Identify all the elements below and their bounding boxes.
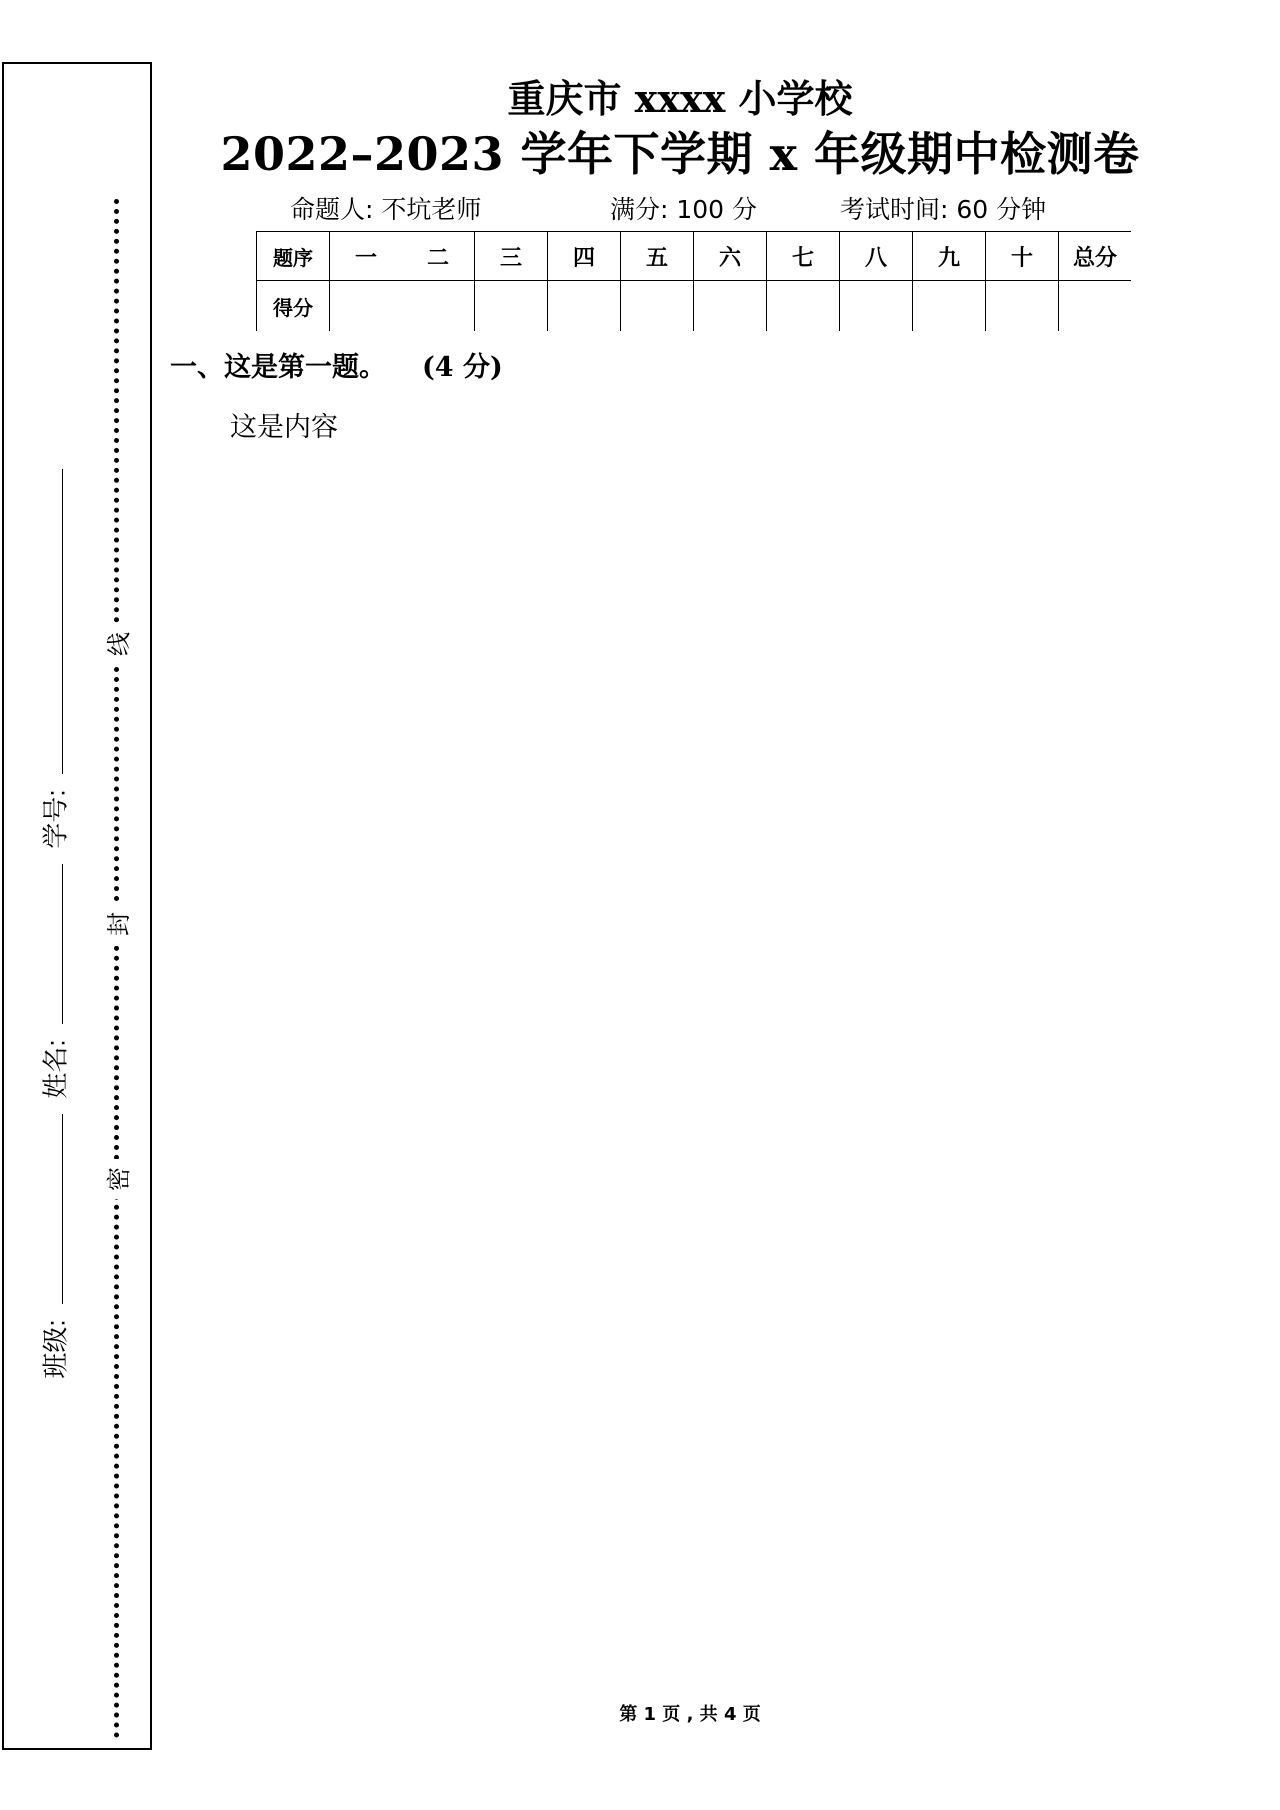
col-5: 五 xyxy=(621,232,694,281)
exam-title: 2022–2023 学年下学期 x 年级期中检测卷 xyxy=(220,127,1140,181)
score-cell[interactable] xyxy=(694,281,767,332)
total-score-cell[interactable] xyxy=(1059,281,1132,332)
name-blank[interactable] xyxy=(62,864,63,1024)
full-score: 满分: 100 分 xyxy=(610,195,758,224)
col-3: 三 xyxy=(475,232,548,281)
score-table xyxy=(256,231,1131,331)
question-1-content: 这是内容 xyxy=(230,412,338,443)
col-total: 总分 xyxy=(1059,232,1132,281)
score-cell[interactable] xyxy=(475,281,548,332)
binding-strip xyxy=(2,62,152,1750)
col-8: 八 xyxy=(840,232,913,281)
score-cell[interactable] xyxy=(767,281,840,332)
col-4: 四 xyxy=(548,232,621,281)
col-9: 九 xyxy=(913,232,986,281)
exam-author: 命题人: 不坑老师 xyxy=(290,195,482,224)
col-2: 二 xyxy=(402,232,475,281)
seal-char-line: 线 xyxy=(99,624,139,664)
score-table-score-row xyxy=(257,281,1132,332)
question-1 xyxy=(170,345,503,384)
row-label-order: 题序 xyxy=(257,232,330,281)
score-cell[interactable] xyxy=(840,281,913,332)
score-cell[interactable] xyxy=(402,281,475,332)
col-1: 一 xyxy=(330,232,403,281)
score-cell[interactable] xyxy=(986,281,1059,332)
seal-char-secret: 密 xyxy=(99,1159,139,1199)
page-footer: 第 1 页 , 共 4 页 xyxy=(619,1704,761,1725)
col-10: 十 xyxy=(986,232,1059,281)
score-table-header-row xyxy=(257,232,1132,281)
row-label-score: 得分 xyxy=(257,281,330,332)
student-id-label: 学号: xyxy=(40,789,71,849)
score-cell[interactable] xyxy=(330,281,403,332)
seal-dotted-line xyxy=(114,199,119,1739)
class-blank[interactable] xyxy=(62,1114,63,1304)
student-id-blank[interactable] xyxy=(62,469,63,774)
class-label: 班级: xyxy=(40,1319,71,1379)
school-name: 重庆市 xxxx 小学校 xyxy=(507,76,853,121)
question-1-points: (4 分) xyxy=(422,352,503,383)
name-label: 姓名: xyxy=(40,1039,71,1099)
seal-char-seal: 封 xyxy=(99,904,139,944)
question-1-title: 一、这是第一题。 xyxy=(170,352,386,383)
col-7: 七 xyxy=(767,232,840,281)
score-cell[interactable] xyxy=(621,281,694,332)
exam-duration: 考试时间: 60 分钟 xyxy=(840,195,1047,224)
score-cell[interactable] xyxy=(913,281,986,332)
score-cell[interactable] xyxy=(548,281,621,332)
col-6: 六 xyxy=(694,232,767,281)
